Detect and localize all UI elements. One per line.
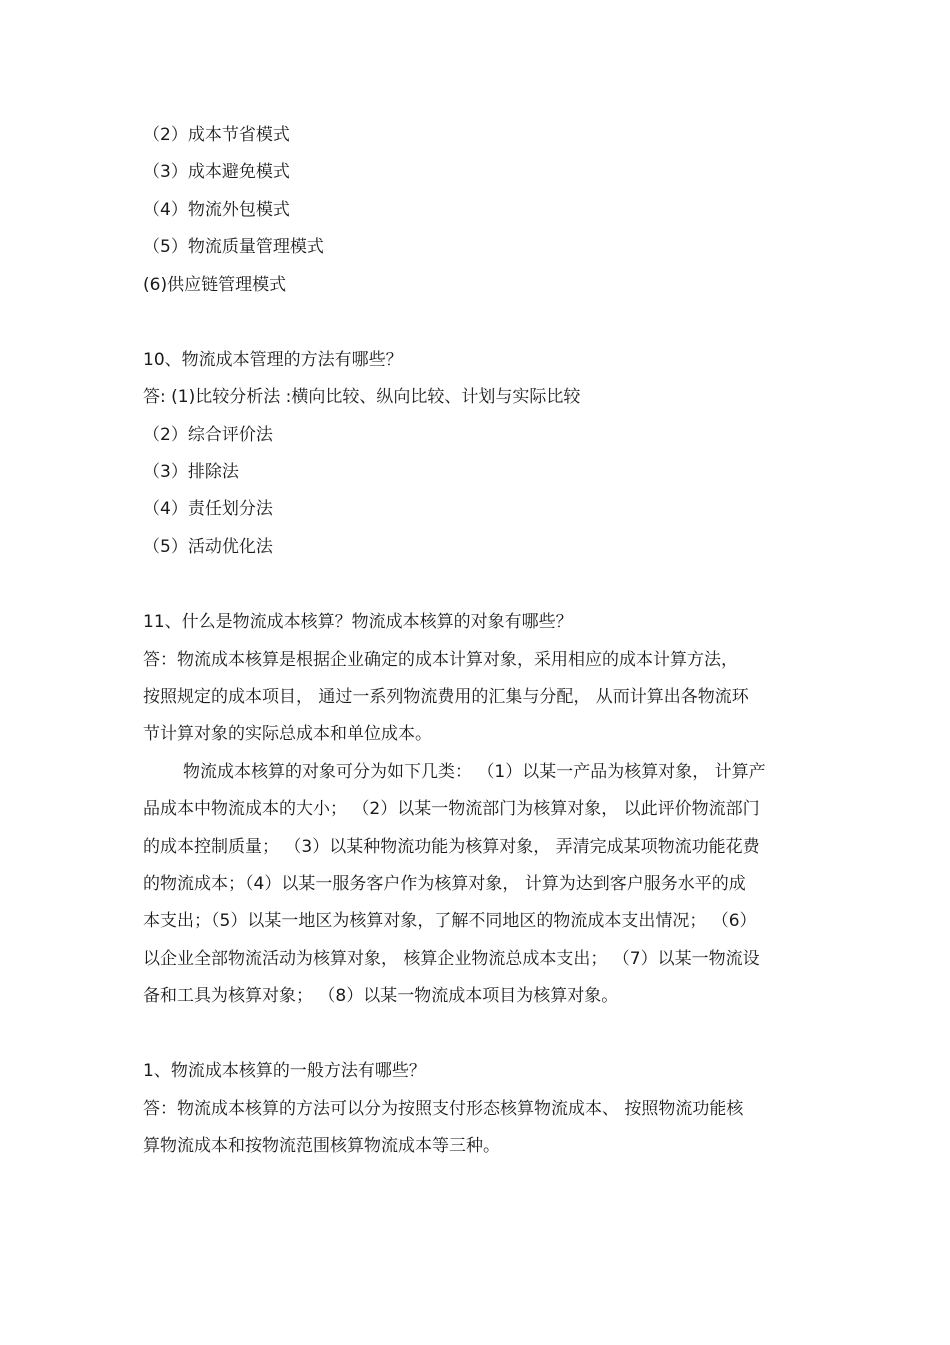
answer-11-line-4: 物流成本核算的对象可分为如下几类： （1）以某一产品为核算对象， 计算产 <box>183 762 766 782</box>
answer-10-line-1: 答: (1)比较分析法 :横向比较、纵向比较、计划与实际比较 <box>143 387 581 407</box>
answer-11-line-6: 的成本控制质量； （3）以某种物流功能为核算对象， 弄清完成某项物流功能花费 <box>143 837 760 857</box>
mode-item-5: （5）物流质量管理模式 <box>143 237 324 257</box>
answer-10-line-3: （3）排除法 <box>143 462 239 482</box>
answer-1-line-1: 答：物流成本核算的方法可以分为按照支付形态核算物流成本、 按照物流功能核 <box>143 1099 744 1119</box>
mode-item-4: （4）物流外包模式 <box>143 200 290 220</box>
answer-10-line-2: （2）综合评价法 <box>143 425 273 445</box>
answer-11-line-3: 节计算对象的实际总成本和单位成本。 <box>143 724 432 744</box>
answer-11-line-5: 品成本中物流成本的大小； （2）以某一物流部门为核算对象， 以此评价物流部门 <box>143 799 760 819</box>
answer-10-line-5: （5）活动优化法 <box>143 537 273 557</box>
answer-11-line-8: 本支出；（5）以某一地区为核算对象，了解不同地区的物流成本支出情况； （6） <box>143 911 757 931</box>
answer-11-line-9: 以企业全部物流活动为核算对象， 核算企业物流总成本支出； （7）以某一物流设 <box>143 949 760 969</box>
question-11: 11、什么是物流成本核算？物流成本核算的对象有哪些？ <box>143 612 573 632</box>
mode-item-2: （2）成本节省模式 <box>143 125 290 145</box>
mode-item-3: （3）成本避免模式 <box>143 162 290 182</box>
answer-11-line-7: 的物流成本；（4）以某一服务客户作为核算对象， 计算为达到客户服务水平的成 <box>143 874 746 894</box>
answer-1-line-2: 算物流成本和按物流范围核算物流成本等三种。 <box>143 1136 500 1156</box>
question-10: 10、物流成本管理的方法有哪些？ <box>143 350 403 370</box>
answer-11-line-10: 备和工具为核算对象； （8）以某一物流成本项目为核算对象。 <box>143 986 619 1006</box>
question-1: 1、物流成本核算的一般方法有哪些？ <box>143 1061 426 1081</box>
answer-11-line-2: 按照规定的成本项目， 通过一系列物流费用的汇集与分配， 从而计算出各物流环 <box>143 687 749 707</box>
answer-11-line-1: 答：物流成本核算是根据企业确定的成本计算对象，采用相应的成本计算方法， <box>143 650 738 670</box>
answer-10-line-4: （4）责任划分法 <box>143 499 273 519</box>
mode-item-6: (6)供应链管理模式 <box>143 275 287 295</box>
